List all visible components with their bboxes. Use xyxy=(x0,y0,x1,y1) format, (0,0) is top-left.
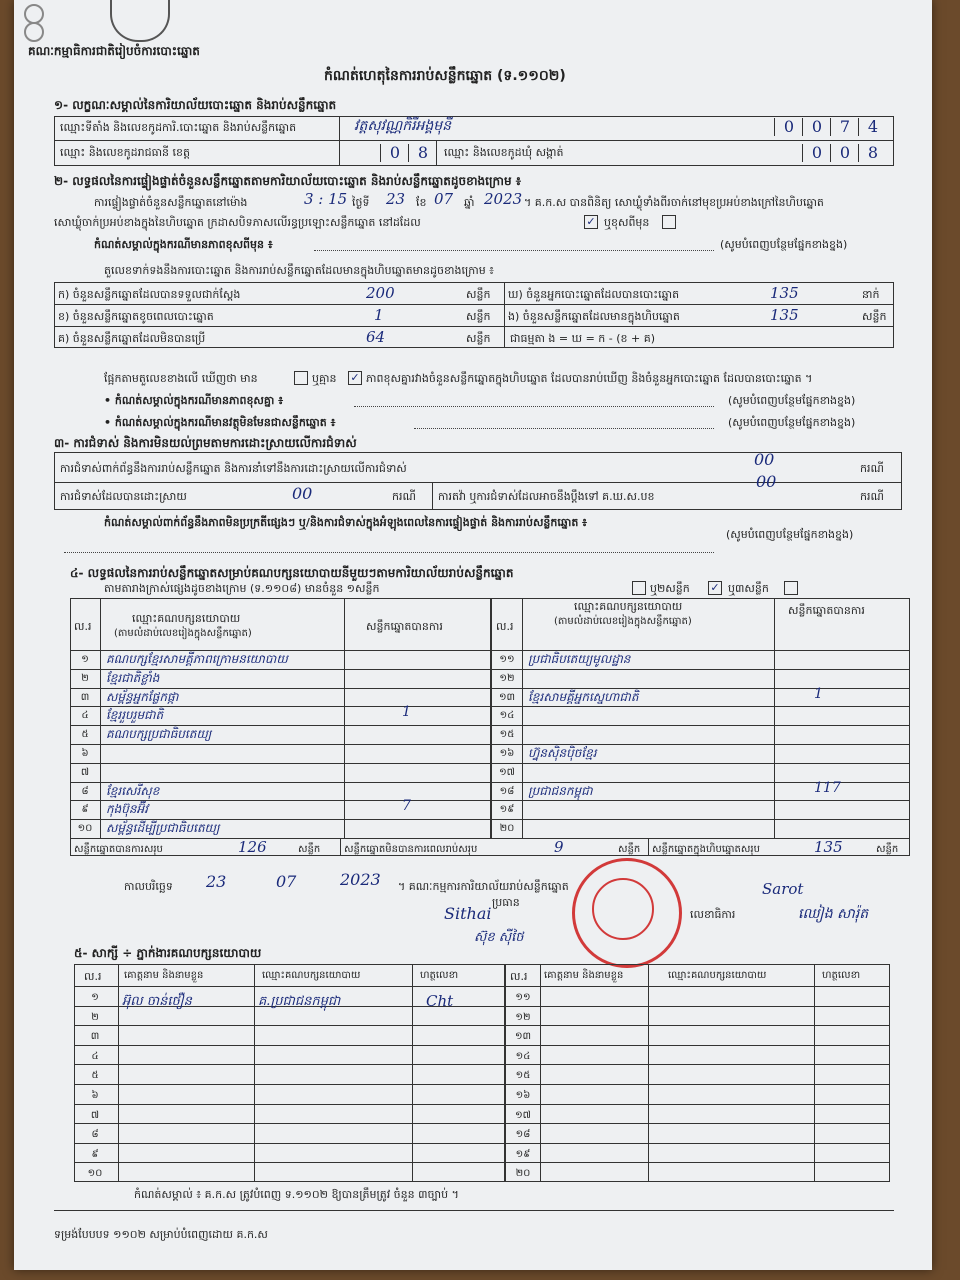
secretary-name: ឈៀង សារ៉ុត xyxy=(798,906,869,922)
row-number: ៨ xyxy=(91,1129,99,1141)
unit-label: នាក់ xyxy=(862,288,880,301)
unit-label: ករណី xyxy=(860,462,884,475)
fill-note: (សូមបំពេញបន្ថែមផ្នែកខាងខ្នង) xyxy=(728,416,856,429)
emblem-icon xyxy=(110,0,170,42)
s4-option: ឬ៣សន្លឹក xyxy=(728,582,769,595)
row-number: ១២ xyxy=(499,672,515,684)
row-number: ៦ xyxy=(81,748,89,759)
party-votes: 117 xyxy=(814,779,841,796)
unit-label: សន្លឹក xyxy=(466,288,491,301)
party-name: ហ្វ៊ុនស៊ិនប៉ិចខ្មែរ xyxy=(528,746,597,760)
unit-label: សន្លឹក xyxy=(298,844,321,855)
s4-sub: តាមតារាងក្រាស់ផ្សេងដូចខាងក្រោម (ទ.១១០៨) មានចំនួន ១សន្លឹក xyxy=(104,582,380,595)
s5-note: កំណត់សម្គាល់ ៖ គ.ក.ស ត្រូវបំពេញ ទ.១១០២ ឱ្យបានត្រឹមត្រូវ ចំនួន ៣ច្បាប់ ។ xyxy=(134,1188,459,1201)
count-label: គ) ចំនួនសន្លឹកឆ្នោតដែលមិនបានប្រើ xyxy=(58,332,206,345)
total-box-value: 135 xyxy=(814,838,843,856)
total-label: សន្លឹកឆ្នោតបានការសរុប xyxy=(74,844,163,855)
row-number: ១៥ xyxy=(499,729,515,741)
witness-signature: Cht xyxy=(426,992,454,1010)
row-number: ១៦ xyxy=(499,748,515,759)
seal-inner-ring xyxy=(592,878,654,940)
row-number: ៤ xyxy=(81,710,89,722)
s2-text: ឆ្នាំ xyxy=(464,196,475,209)
office-code-digit: 0 xyxy=(802,118,831,136)
office-code-digit: 0 xyxy=(774,118,803,136)
row-number: ១១ xyxy=(499,654,515,665)
doc-title: កំណត់ហេតុនៃការរាប់សន្លឹកឆ្នោត (ទ.១១០២) xyxy=(324,68,566,84)
witness-party: គ.ប្រជាជនកម្ពុជា xyxy=(258,994,341,1009)
count-label: ង) ចំនួនសន្លឹកឆ្នោតដែលមានក្នុងហិបឆ្នោត xyxy=(508,310,680,323)
total-label: សន្លឹកឆ្នោតមិនបានការពេលរាប់សរុប xyxy=(344,844,478,855)
s4-title: ៤- លទ្ធផលនៃការរាប់សន្លឹកឆ្នោតសម្រាប់គណបក្សនយោបាយនីមួយៗតាមការិយាល័យរាប់សន្លឹកឆ្នោត xyxy=(70,566,514,580)
col-header: ឈ្មោះគណបក្សនយោបាយ xyxy=(574,600,683,613)
col-header: ឈ្មោះគណបក្សនយោបាយ xyxy=(132,612,241,625)
date-month: 07 xyxy=(276,872,297,891)
col-header: សន្លឹកឆ្នោតបានការ xyxy=(366,620,443,633)
unit-label: សន្លឹក xyxy=(876,844,899,855)
commune-code-digit: 0 xyxy=(802,144,831,162)
s3-row-label: ការតវ៉ា ឬការជំទាស់ដែលអាចនឹងប្តឹងទៅ គ.ឃ.ស.បខ xyxy=(438,490,655,503)
count-label: ខ) ចំនួនសន្លឹកឆ្នោតខូចពេលបោះឆ្នោត xyxy=(58,310,214,323)
party-name: ខ្មែរសេរីសុខ xyxy=(106,783,160,798)
row-number: ៣ xyxy=(90,1031,100,1043)
two-sheets-checkbox[interactable]: ✓ xyxy=(708,581,722,595)
row-number: ១៤ xyxy=(515,1050,531,1062)
date-year: 2023 xyxy=(340,870,381,889)
fill-note: (សូមបំពេញបន្ថែមផ្នែកខាងខ្នង) xyxy=(726,528,854,541)
unit-label: សន្លឹក xyxy=(618,844,641,855)
s2-note1: កំណត់សម្គាល់ក្នុងករណីមានភាពខុសពីមុន ៖ xyxy=(94,238,273,251)
unit-label: សន្លឹក xyxy=(862,310,887,323)
row-number: ៣ xyxy=(80,691,90,703)
s1-title: ១- លក្ខណៈសម្គាល់នៃការិយាល័យបោះឆ្នោត និងរាប់សន្លឹកឆ្នោត xyxy=(54,98,337,112)
row-number: ៤ xyxy=(91,1050,99,1062)
row-number: ៩ xyxy=(91,1148,99,1160)
row-number: ៥ xyxy=(91,1070,99,1082)
row-number: ១៧ xyxy=(515,1109,531,1121)
party-name: ប្រជាជនកម្ពុជា xyxy=(528,783,593,798)
count-ko-value: 64 xyxy=(366,328,386,346)
party-name: ខ្មែររួបរួមជាតិ xyxy=(106,708,164,723)
count-kh-value: 1 xyxy=(374,306,384,324)
fill-note: (សូមបំពេញបន្ថែមផ្នែកខាងខ្នង) xyxy=(720,238,848,251)
form-sheet xyxy=(14,0,932,1270)
party-name: សម្ព័ន្ធដើម្បីប្រជាធិបតេយ្យ xyxy=(106,821,220,836)
date-day: 23 xyxy=(206,872,227,891)
col-header: ល.រ xyxy=(84,970,102,983)
col-header: (តាមលំដាប់លេខរៀងក្នុងសន្លឹកឆ្នោត) xyxy=(114,628,252,639)
party-name: គណបក្សខ្មែរសាមគ្គីភាពក្រោមនយោបាយ xyxy=(106,652,288,666)
row-number: ១ xyxy=(91,992,99,1003)
s2-text: ឬខុសពីមុន xyxy=(604,216,650,229)
total-invalid-value: 9 xyxy=(554,838,564,856)
row-number: ១៤ xyxy=(499,710,515,722)
chair-label: ប្រធាន xyxy=(492,896,520,909)
row-number: ១៣ xyxy=(514,1031,532,1043)
three-sheets-checkbox[interactable] xyxy=(784,581,798,595)
count-k-value: 200 xyxy=(366,284,395,302)
footer-text: ទម្រង់បែបបទ ១១០២ សម្រាប់បំពេញដោយ គ.ក.ស xyxy=(54,1228,268,1241)
row-number: ១៥ xyxy=(515,1070,531,1082)
office-code-digit: 4 xyxy=(858,118,887,136)
party-votes: 1 xyxy=(402,704,411,721)
row-number: ៦ xyxy=(91,1090,99,1101)
date-label: កាលបរិច្ឆេទ xyxy=(124,880,173,893)
chair-name: ស៊ុខ ស៊ីថៃ xyxy=(474,930,524,945)
col-header: ហត្ថលេខា xyxy=(420,970,459,981)
row-number: ៧ xyxy=(90,1109,100,1121)
s2-text: ឬគ្មាន xyxy=(312,372,337,385)
total-valid-value: 126 xyxy=(238,838,267,856)
col-header: ឈ្មោះគណបក្សនយោបាយ xyxy=(668,970,767,981)
party-name: ប្រជាធិបតេយ្យមូលដ្ឋាន xyxy=(528,652,631,666)
s3-row-label: ការជំទាស់ដែលបានដោះស្រាយ xyxy=(60,490,187,503)
chair-signature: Sithai xyxy=(444,904,492,923)
row-number: ២ xyxy=(81,672,89,684)
intact-checkbox[interactable]: ✓ xyxy=(584,215,598,229)
org-name: គណៈកម្មាធិការជាតិរៀបចំការបោះឆ្នោត xyxy=(28,44,200,58)
time-value: 3 : 15 xyxy=(304,190,348,208)
one-sheet-checkbox[interactable] xyxy=(632,581,646,595)
binder-ring xyxy=(24,22,44,42)
row-number: ១១ xyxy=(515,992,531,1003)
col-header: សន្លឹកឆ្នោតបានការ xyxy=(788,604,865,617)
s2-text: ខែ xyxy=(416,196,427,209)
row-number: ៥ xyxy=(81,729,89,741)
witness-table xyxy=(74,964,890,1182)
party-name: គណបក្សប្រជាធិបតេយ្យ xyxy=(106,727,212,742)
row-number: ២ xyxy=(91,1011,99,1023)
row-number: ១៧ xyxy=(499,766,515,778)
province-code-digit: 0 xyxy=(380,144,409,162)
unit-label: ករណី xyxy=(860,490,884,503)
year-value: 2023 xyxy=(484,190,523,208)
row-number: ១៨ xyxy=(515,1129,531,1141)
col-header: គោត្តនាម និងនាមខ្លួន xyxy=(124,970,204,981)
commune-code-digit: 0 xyxy=(830,144,859,162)
row-number: ៨ xyxy=(81,785,89,797)
col-header: ឈ្មោះគណបក្សនយោបាយ xyxy=(262,970,361,981)
counts-intro: តួលេខទាក់ទងនឹងការបោះឆ្នោត និងការរាប់សន្លឹកឆ្នោតដែលមានក្នុងហិបឆ្នោតមានដូចខាងក្រោម ៖ xyxy=(104,264,495,277)
s2-text: សោឃ្លុំចាក់ប្រអប់ខាងក្នុងនៃហិបឆ្នោត ក្រដាសបិទភាសលើរន្ធប្រឡោះសន្លឹកឆ្នោត នៅដដែល xyxy=(54,216,421,229)
col-header: ល.រ xyxy=(496,620,514,633)
total-label: សន្លឹកឆ្នោតក្នុងហិបឆ្នោតសរុប xyxy=(652,844,760,855)
commune-code-digit: 8 xyxy=(858,144,887,162)
secretary-signature: Sarot xyxy=(762,880,804,898)
row-number: ១៨ xyxy=(499,785,515,797)
s2-bullet: • កំណត់សម្គាល់ក្នុងករណីមានភាពខុសគ្នា ៖ xyxy=(104,394,284,407)
col-header: (តាមលំដាប់លេខរៀងក្នុងសន្លឹកឆ្នោត) xyxy=(554,616,692,627)
office-code-digit: 7 xyxy=(830,118,859,136)
s2-text: ភាពខុសគ្នារវាងចំនួនសន្លឹកឆ្នោតក្នុងហិបឆ្នោត ដែលបានរាប់ឃើញ និងចំនួនអ្នកបោះឆ្នោត ដែលបានបោះឆ្នោត ។ xyxy=(366,372,813,385)
row-number: ១០ xyxy=(77,823,93,835)
row-number: ១ xyxy=(81,654,89,665)
row-number: ៩ xyxy=(81,804,89,816)
unit-label: ករណី xyxy=(392,490,416,503)
col-header: ហត្ថលេខា xyxy=(822,970,861,981)
col-header: គោត្តនាម និងនាមខ្លួន xyxy=(544,970,624,981)
date-tail: ។ គណៈកម្មការការិយាល័យរាប់សន្លឹកឆ្នោត xyxy=(398,880,569,893)
party-name: កុងប៊ុនអ៊ីវ xyxy=(106,802,148,817)
row-number: ៧ xyxy=(80,766,90,778)
province-label: ឈ្មោះ និងលេខកូដរាជធានី ខេត្ត xyxy=(60,146,190,159)
province-code-digit: 8 xyxy=(408,144,437,162)
changed-checkbox[interactable] xyxy=(662,215,676,229)
s3-row2b-value: 00 xyxy=(756,472,777,491)
day-value: 23 xyxy=(386,190,406,208)
unit-label: សន្លឹក xyxy=(466,332,491,345)
office-value: វត្តសុវណ្ណកិរីអង្គមុនី xyxy=(354,118,452,134)
party-name: ខ្មែរសាមគ្គីអ្នកស្នេហាជាតិ xyxy=(528,689,639,704)
col-header: ល.រ xyxy=(74,620,92,633)
row-number: ១៣ xyxy=(498,691,516,703)
s3-row1-value: 00 xyxy=(754,450,775,469)
count-label: ក) ចំនួនសន្លឹកឆ្នោតដែលបានទទួលជាក់ស្តែង xyxy=(58,288,241,301)
binder-ring xyxy=(24,4,44,24)
no-diff-checkbox[interactable]: ✓ xyxy=(348,371,362,385)
s3-row2a-value: 00 xyxy=(292,484,313,503)
s2-text: ផ្អែកតាមតួលេខខាងលើ ឃើញថា មាន xyxy=(104,372,258,385)
party-votes: 7 xyxy=(402,798,411,815)
s2-text: ថ្ងៃទី xyxy=(352,196,370,209)
party-name: ខ្មែរជាតិខ្លាំង xyxy=(106,670,160,685)
count-ng-value: 135 xyxy=(770,306,799,324)
witness-name: អ៊ុល ចាន់ថឿន xyxy=(122,994,192,1009)
s3-title: ៣- ការជំទាស់ និងការមិនយល់ព្រមតាមការដោះស្រាយលើការជំទាស់ xyxy=(54,436,357,450)
month-value: 07 xyxy=(434,190,454,208)
formula: ជាធម្មតា ង = ឃ = ក - (ខ + គ) xyxy=(510,332,655,345)
row-number: ១២ xyxy=(515,1011,531,1023)
secretary-label: លេខាធិការ xyxy=(690,908,736,921)
s5-title: ៥- សាក្សី ÷ ភ្នាក់ងារគណបក្សនយោបាយ xyxy=(74,946,262,960)
s2-bullet: • កំណត់សម្គាល់ក្នុងករណីមានវត្ថុមិនមែនជាសន្លឹកឆ្នោត ៖ xyxy=(104,416,336,429)
col-header: ល.រ xyxy=(510,970,528,983)
commune-label: ឈ្មោះ និងលេខកូដឃុំ សង្កាត់ xyxy=(444,146,564,159)
has-diff-checkbox[interactable] xyxy=(294,371,308,385)
count-gh-value: 135 xyxy=(770,284,799,302)
s2-text: ការផ្ទៀងផ្ទាត់ចំនួនសន្លឹកឆ្នោតនៅម៉ោង xyxy=(94,196,248,209)
s2-title: ២- លទ្ធផលនៃការផ្ទៀងផ្ទាត់ចំនួនសន្លឹកឆ្នោតតាមការិយាល័យបោះឆ្នោត និងរាប់សន្លឹកឆ្នោតដូចខាងក្រោម ៖ xyxy=(54,174,522,188)
office-label: ឈ្មោះទីតាំង និងលេខកូដការិ.បោះឆ្នោត និងរាប់សន្លឹកឆ្នោត xyxy=(60,121,297,134)
unit-label: សន្លឹក xyxy=(466,310,491,323)
s3-note: កំណត់សម្គាល់ពាក់ព័ន្ធនឹងភាពមិនប្រក្រតីផ្សេងៗ ឬ/និងការជំទាស់ក្នុងអំឡុងពេលនៃការផ្ទៀងផ្ទាត់ និងការរាប់សន្លឹកឆ្នោត ៖ xyxy=(104,516,588,529)
row-number: ២០ xyxy=(499,823,515,835)
party-votes: 1 xyxy=(814,685,823,702)
row-number: ២០ xyxy=(515,1168,531,1180)
s3-row-label: ការជំទាស់ពាក់ព័ន្ធនឹងការរាប់សន្លឹកឆ្នោត និងការនាំទៅនឹងការដោះស្រាយលើការជំទាស់ xyxy=(60,462,407,475)
s2-text: ។ គ.ក.ស បានពិនិត្យ សោឃ្លុំទាំងពីរចាក់នៅមុខប្រអប់ខាងក្រៅនៃហិបឆ្នោត xyxy=(524,196,824,209)
fill-note: (សូមបំពេញបន្ថែមផ្នែកខាងខ្នង) xyxy=(728,394,856,407)
row-number: ១៦ xyxy=(515,1090,531,1101)
row-number: ១៩ xyxy=(499,804,515,816)
count-label: ឃ) ចំនួនអ្នកបោះឆ្នោតដែលបានបោះឆ្នោត xyxy=(508,288,680,301)
s4-option: ឬ២សន្លឹក xyxy=(650,582,690,595)
row-number: ១០ xyxy=(87,1168,103,1180)
row-number: ១៩ xyxy=(515,1148,531,1160)
party-name: សម្ព័ន្ធអ្នកផ្លែកផ្កា xyxy=(106,689,179,704)
